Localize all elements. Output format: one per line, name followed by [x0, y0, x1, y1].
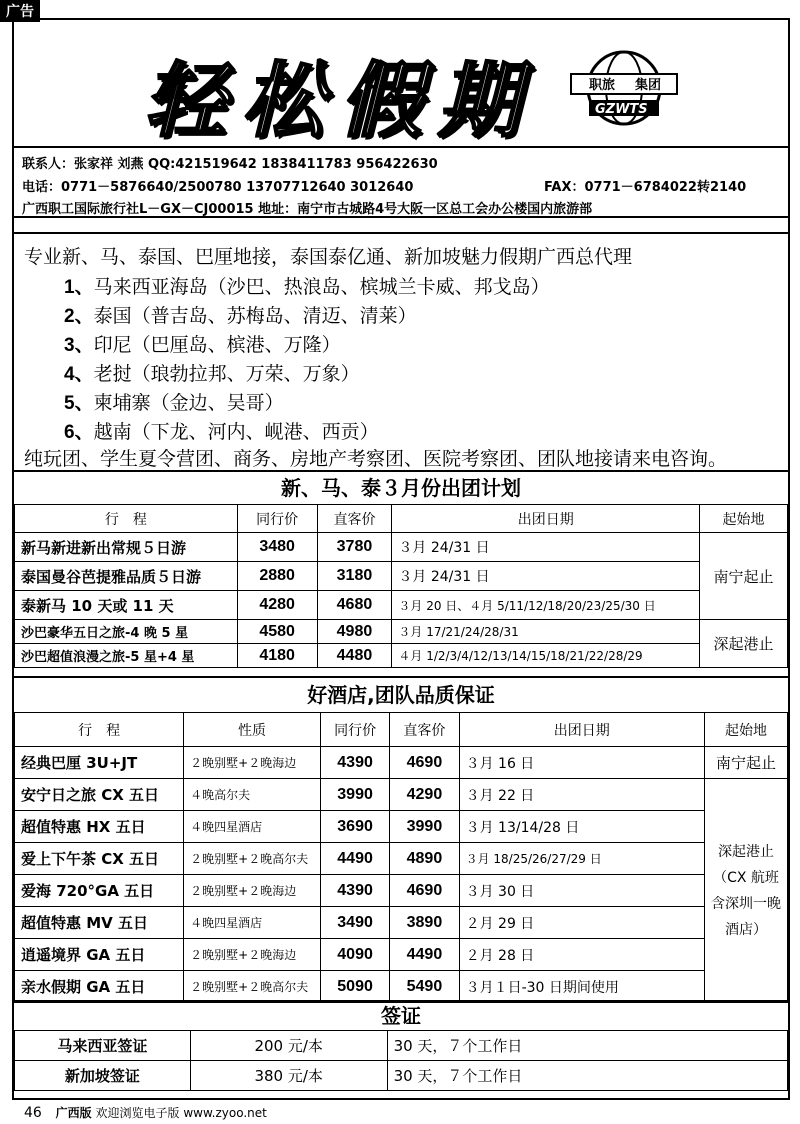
table-row: 泰国曼谷芭提雅品质５日游 2880 3180 ３月 24/31 日	[15, 562, 788, 591]
section2-table	[14, 712, 788, 1003]
edition-label: 广西版	[55, 1106, 92, 1120]
brand-title: 轻松假期	[144, 53, 536, 149]
footer-link[interactable]: 欢迎浏览电子版 www.zyoo.net	[95, 1106, 267, 1120]
page-number: 46	[24, 1105, 42, 1121]
section2-title: 好酒店,团队品质保证	[14, 676, 788, 712]
agency-block	[14, 232, 788, 470]
table-row: 安宁日之旅 CX 五日 ４晚高尔夫 3990 4290 ３月 22 日 深起港止 （CX 航班 含深圳一晚 酒店）	[15, 779, 788, 811]
table-row: 逍遥境界 GA 五日 ２晚别墅+２晚海边 4090 4490 ２月 28 日	[15, 939, 788, 971]
agency-item: 1、马来西亚海岛（沙巴、热浪岛、槟城兰卡威、邦戈岛）	[64, 276, 550, 298]
visa-title: 签证	[14, 1000, 788, 1030]
col-header: 出团日期	[459, 713, 704, 747]
logo-text-bottom: GZWTS	[595, 102, 648, 117]
header	[14, 20, 788, 149]
origin-cell: 南宁起止	[704, 747, 787, 779]
table-row: 新马新进新出常规５日游 3480 3780 ３月 24/31 日 南宁起止	[15, 533, 788, 562]
col-header: 直客价	[317, 505, 392, 533]
table-row: 马来西亚签证 200 元/本 30 天，７个工作日	[15, 1031, 788, 1061]
table-row: 爱海 720°GA 五日 ２晚别墅+２晚海边 4390 4690 ３月 30 日	[15, 875, 788, 907]
col-header: 同行价	[237, 505, 317, 533]
visa-table	[14, 1030, 788, 1091]
col-header: 出团日期	[392, 505, 700, 533]
table-row: 新加坡签证 380 元/本 30 天，７个工作日	[15, 1061, 788, 1091]
table-row: 超值特惠 HX 五日 ４晚四星酒店 3690 3990 ３月 13/14/28 日	[15, 811, 788, 843]
table-row: 沙巴超值浪漫之旅-5 星+4 星 4180 4480 ４月 1/2/3/4/12/13/14/15/18/21/22/28/29	[15, 644, 788, 668]
col-header: 起始地	[700, 505, 788, 533]
col-header: 同行价	[320, 713, 389, 747]
origin-cell: 深起港止	[700, 620, 788, 668]
origin-cell: 南宁起止	[700, 533, 788, 620]
table-row: 沙巴豪华五日之旅-4 晚 5 星 4580 4980 ３月 17/21/24/28/31 深起港止	[15, 620, 788, 644]
col-header: 行 程	[15, 505, 238, 533]
agency-headline: 专业新、马、泰国、巴厘地接，泰国泰亿通、新加坡魅力假期广西总代理	[24, 246, 633, 268]
logo-text-right: 集团	[635, 78, 662, 93]
col-header: 直客价	[390, 713, 459, 747]
logo-text-left: 职旅	[589, 78, 616, 93]
contact-line-3: 广西职工国际旅行社L－GX－CJ00015 地址：南宁市古城路4号大阪一区总工会办公楼国内旅游部	[22, 202, 593, 217]
company-logo-icon	[569, 48, 679, 128]
table-row: 泰新马 10 天或 11 天 4280 4680 ３月 20 日、４月 5/11/12/18/20/23/25/30 日	[15, 591, 788, 620]
contact-line-1: 联系人：张家祥 刘燕 QQ:421519642 1838411783 956422630	[22, 157, 438, 172]
section1-title: 新、马、泰３月份出团计划	[14, 470, 788, 504]
agency-item: 2、泰国（普吉岛、苏梅岛、清迈、清莱）	[64, 305, 417, 327]
contact-line-2: 电话：0771－5876640/2500780 13707712640 3012640	[22, 180, 414, 195]
table-row: 经典巴厘 3U+JT ２晚别墅+２晚海边 4390 4690 ３月 16 日 南宁起止	[15, 747, 788, 779]
col-header: 性质	[184, 713, 321, 747]
table-row: 爱上下午茶 CX 五日 ２晚别墅+２晚高尔夫 4490 4890 ３月 18/25/26/27/29 日	[15, 843, 788, 875]
ad-tag: 广告	[0, 0, 40, 22]
contact-block	[14, 146, 788, 218]
section1-table	[14, 504, 788, 668]
contact-fax: FAX：0771－6784022转2140	[544, 180, 747, 195]
agency-footer: 纯玩团、学生夏令营团、商务、房地产考察团、医院考察团、团队地接请来电咨询。	[24, 448, 728, 470]
page-footer	[24, 1104, 267, 1121]
col-header: 行 程	[15, 713, 184, 747]
table-row: 超值特惠 MV 五日 ４晚四星酒店 3490 3890 ２月 29 日	[15, 907, 788, 939]
origin-cell: 深起港止 （CX 航班 含深圳一晚 酒店）	[704, 779, 787, 1003]
agency-item: 5、柬埔寨（金边、吴哥）	[64, 392, 284, 414]
agency-item: 3、印尼（巴厘岛、槟港、万隆）	[64, 334, 341, 356]
agency-item: 6、越南（下龙、河内、岘港、西贡）	[64, 421, 379, 443]
col-header: 起始地	[704, 713, 787, 747]
table-row: 亲水假期 GA 五日 ２晚别墅+２晚高尔夫 5090 5490 ３月１日-30 日期间使用	[15, 971, 788, 1003]
agency-item: 4、老挝（琅勃拉邦、万荣、万象）	[64, 363, 360, 385]
